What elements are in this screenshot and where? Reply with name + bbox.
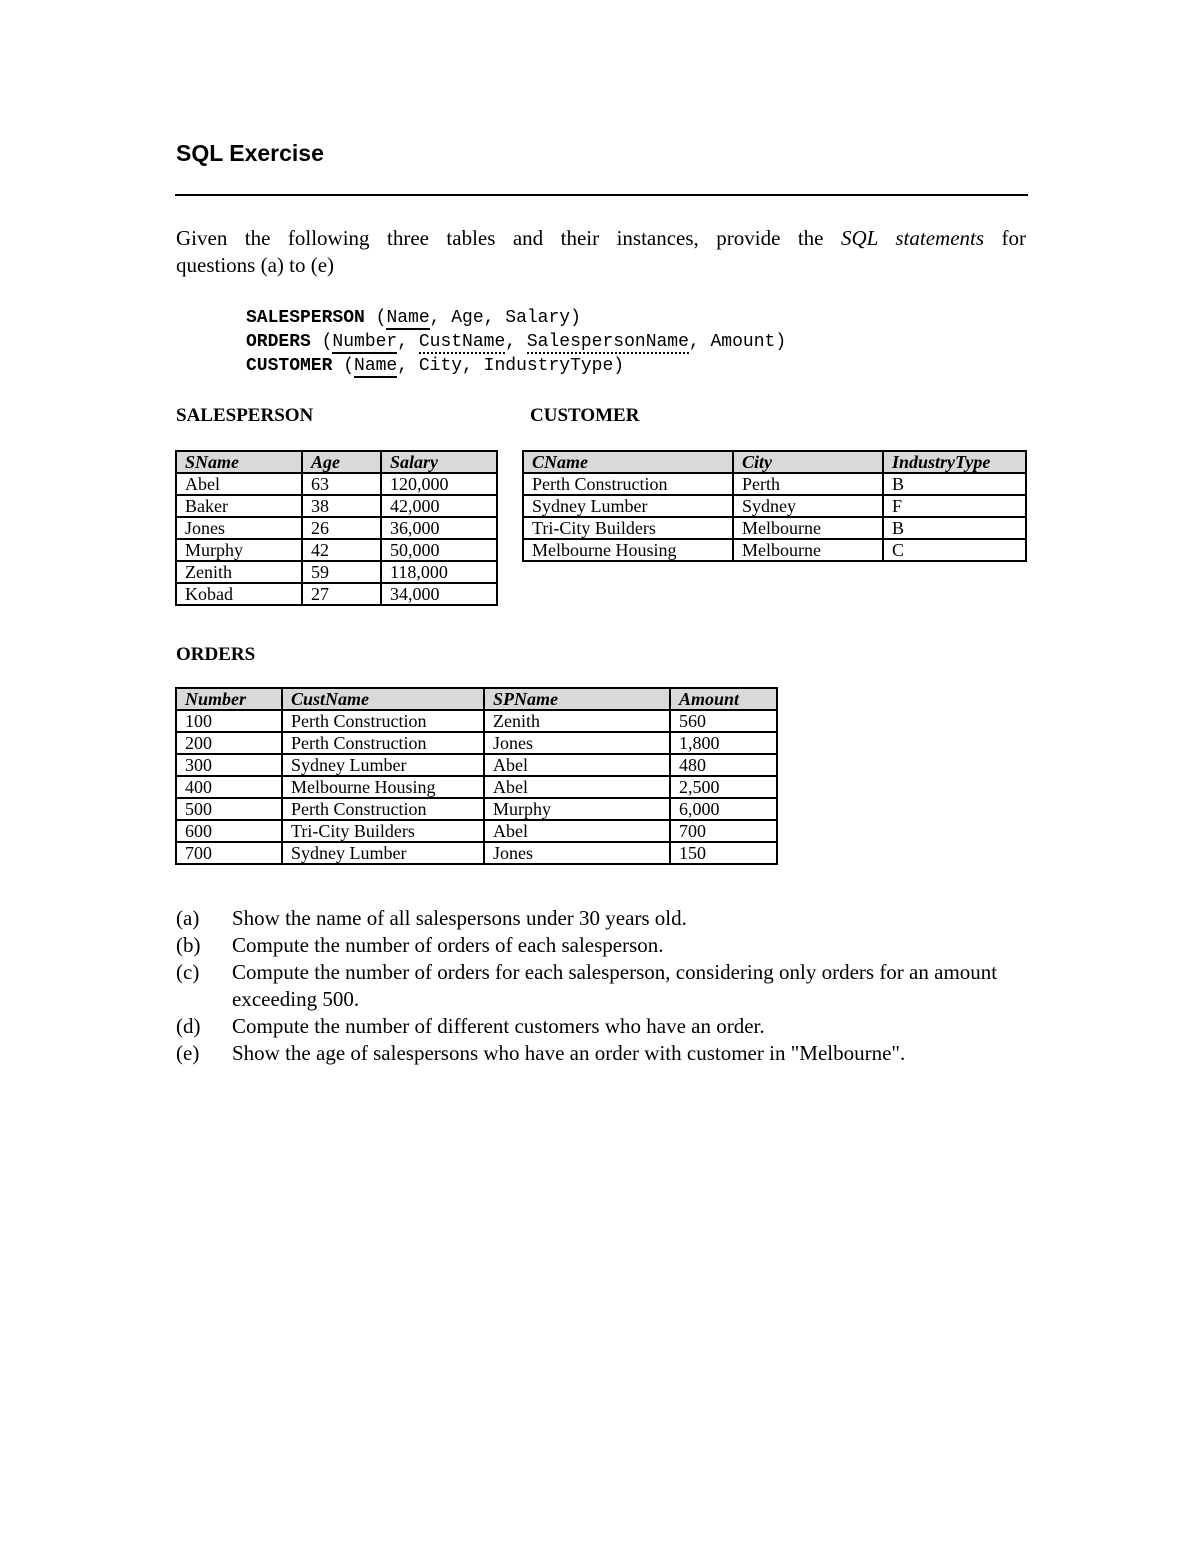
table-cell: Sydney Lumber bbox=[282, 754, 484, 776]
question-text: Show the age of salespersons who have an order with customer in "Melbourne". bbox=[232, 1041, 906, 1065]
table-header-row bbox=[523, 451, 1026, 473]
table-cell: 42 bbox=[302, 539, 381, 561]
table-cell: 42,000 bbox=[381, 495, 497, 517]
question-item bbox=[176, 1040, 1036, 1067]
table-cell: Jones bbox=[484, 732, 670, 754]
table-row bbox=[176, 732, 777, 754]
table-cell: 200 bbox=[176, 732, 282, 754]
schema-definitions bbox=[246, 306, 786, 378]
table-row bbox=[176, 820, 777, 842]
column-header: Salary bbox=[381, 451, 497, 473]
schema-salesperson bbox=[246, 306, 786, 330]
table-cell: Zenith bbox=[484, 710, 670, 732]
table-cell: 600 bbox=[176, 820, 282, 842]
table-cell: Sydney bbox=[733, 495, 883, 517]
table-cell: Tri-City Builders bbox=[282, 820, 484, 842]
table-cell: 38 bbox=[302, 495, 381, 517]
salesperson-table-label: SALESPERSON bbox=[176, 405, 314, 426]
table-cell: 560 bbox=[670, 710, 777, 732]
column-header: Amount bbox=[670, 688, 777, 710]
table-cell: 50,000 bbox=[381, 539, 497, 561]
salesperson-table bbox=[175, 450, 498, 606]
table-cell: Jones bbox=[484, 842, 670, 864]
table-cell: 36,000 bbox=[381, 517, 497, 539]
table-row bbox=[176, 710, 777, 732]
question-label: (c) bbox=[176, 960, 200, 984]
table-cell: 34,000 bbox=[381, 583, 497, 605]
schema-text: ( bbox=[310, 332, 333, 352]
foreign-key: SalespersonName bbox=[526, 332, 689, 352]
schema-customer bbox=[246, 354, 786, 378]
table-cell: 59 bbox=[302, 561, 381, 583]
table-row bbox=[176, 495, 497, 517]
schema-text: , Age, Salary) bbox=[429, 308, 581, 328]
table-row bbox=[176, 539, 497, 561]
question-label: (d) bbox=[176, 1014, 201, 1038]
table-cell: B bbox=[883, 473, 1026, 495]
foreign-key: CustName bbox=[418, 332, 506, 352]
schema-text: , Amount) bbox=[688, 332, 787, 352]
column-header: City bbox=[733, 451, 883, 473]
question-text: Compute the number of different customers who have an order. bbox=[232, 1014, 765, 1038]
question-label: (b) bbox=[176, 933, 201, 957]
table-cell: 100 bbox=[176, 710, 282, 732]
table-row bbox=[176, 754, 777, 776]
orders-table-label: ORDERS bbox=[176, 644, 256, 665]
table-cell: Abel bbox=[484, 754, 670, 776]
question-text: Compute the number of orders of each salesperson. bbox=[232, 933, 664, 957]
table-row bbox=[176, 798, 777, 820]
column-header: CName bbox=[523, 451, 733, 473]
primary-key: Name bbox=[354, 356, 398, 376]
table-cell: 480 bbox=[670, 754, 777, 776]
schema-text: ( bbox=[364, 308, 387, 328]
question-item bbox=[176, 932, 1036, 959]
table-cell: Melbourne bbox=[733, 539, 883, 561]
table-cell: 700 bbox=[670, 820, 777, 842]
primary-key: Number bbox=[332, 332, 398, 352]
schema-table-name: ORDERS bbox=[246, 332, 311, 352]
table-cell: Melbourne Housing bbox=[282, 776, 484, 798]
table-header-row bbox=[176, 451, 497, 473]
schema-text: , bbox=[397, 332, 419, 352]
table-cell: Abel bbox=[484, 776, 670, 798]
intro-line-2: questions (a) to (e) bbox=[176, 253, 335, 277]
table-cell: 26 bbox=[302, 517, 381, 539]
intro-line-1 bbox=[176, 225, 1026, 252]
column-header: SPName bbox=[484, 688, 670, 710]
table-row bbox=[176, 842, 777, 864]
table-cell: 118,000 bbox=[381, 561, 497, 583]
table-cell: Jones bbox=[176, 517, 302, 539]
schema-table-name: SALESPERSON bbox=[246, 308, 365, 328]
table-cell: Abel bbox=[484, 820, 670, 842]
column-header: SName bbox=[176, 451, 302, 473]
column-header: IndustryType bbox=[883, 451, 1026, 473]
question-item bbox=[176, 959, 1036, 1013]
table-cell: 300 bbox=[176, 754, 282, 776]
table-cell: Baker bbox=[176, 495, 302, 517]
table-cell: 2,500 bbox=[670, 776, 777, 798]
table-cell: F bbox=[883, 495, 1026, 517]
table-cell: C bbox=[883, 539, 1026, 561]
table-cell: Sydney Lumber bbox=[523, 495, 733, 517]
table-cell: Melbourne bbox=[733, 517, 883, 539]
column-header: CustName bbox=[282, 688, 484, 710]
intro-text: Given the following three tables and their instances, provide the bbox=[176, 226, 841, 250]
table-cell: 27 bbox=[302, 583, 381, 605]
table-cell: 63 bbox=[302, 473, 381, 495]
table-row bbox=[523, 495, 1026, 517]
table-cell: 120,000 bbox=[381, 473, 497, 495]
title-rule bbox=[175, 194, 1028, 196]
table-cell: Perth bbox=[733, 473, 883, 495]
table-cell: B bbox=[883, 517, 1026, 539]
question-list bbox=[176, 905, 1036, 1067]
table-row bbox=[523, 517, 1026, 539]
table-cell: Murphy bbox=[176, 539, 302, 561]
schema-text: , City, IndustryType) bbox=[397, 356, 625, 376]
customer-table-label: CUSTOMER bbox=[530, 405, 640, 426]
table-header-row bbox=[176, 688, 777, 710]
customer-table bbox=[522, 450, 1027, 562]
table-cell: 6,000 bbox=[670, 798, 777, 820]
question-item bbox=[176, 1013, 1036, 1040]
table-row bbox=[523, 539, 1026, 561]
table-cell: Tri-City Builders bbox=[523, 517, 733, 539]
table-row bbox=[176, 517, 497, 539]
question-label: (a) bbox=[176, 906, 200, 930]
table-row bbox=[176, 473, 497, 495]
question-label: (e) bbox=[176, 1041, 200, 1065]
table-cell: Perth Construction bbox=[282, 732, 484, 754]
table-row bbox=[176, 776, 777, 798]
table-cell: Zenith bbox=[176, 561, 302, 583]
table-cell: Kobad bbox=[176, 583, 302, 605]
schema-orders bbox=[246, 330, 786, 354]
table-row bbox=[176, 583, 497, 605]
intro-emphasis: SQL statements bbox=[840, 226, 985, 250]
column-header: Age bbox=[302, 451, 381, 473]
schema-text: , bbox=[505, 332, 527, 352]
table-cell: 400 bbox=[176, 776, 282, 798]
table-cell: Melbourne Housing bbox=[523, 539, 733, 561]
primary-key: Name bbox=[386, 308, 430, 328]
intro-text: for bbox=[984, 226, 1026, 250]
table-cell: Murphy bbox=[484, 798, 670, 820]
question-text: Show the name of all salespersons under 30 years old. bbox=[232, 906, 687, 930]
table-cell: Perth Construction bbox=[523, 473, 733, 495]
table-cell: Perth Construction bbox=[282, 710, 484, 732]
schema-table-name: CUSTOMER bbox=[246, 356, 333, 376]
table-cell: 150 bbox=[670, 842, 777, 864]
table-cell: 1,800 bbox=[670, 732, 777, 754]
table-row bbox=[523, 473, 1026, 495]
intro-paragraph bbox=[176, 225, 1026, 279]
table-cell: Perth Construction bbox=[282, 798, 484, 820]
table-cell: Abel bbox=[176, 473, 302, 495]
table-cell: 700 bbox=[176, 842, 282, 864]
table-row bbox=[176, 561, 497, 583]
orders-table bbox=[175, 687, 778, 865]
table-cell: Sydney Lumber bbox=[282, 842, 484, 864]
schema-text: ( bbox=[332, 356, 355, 376]
column-header: Number bbox=[176, 688, 282, 710]
page-title: SQL Exercise bbox=[176, 140, 324, 166]
question-text: Compute the number of orders for each salesperson, considering only orders for an amount exceeding 500. bbox=[232, 960, 998, 1011]
question-item bbox=[176, 905, 1036, 932]
table-cell: 500 bbox=[176, 798, 282, 820]
